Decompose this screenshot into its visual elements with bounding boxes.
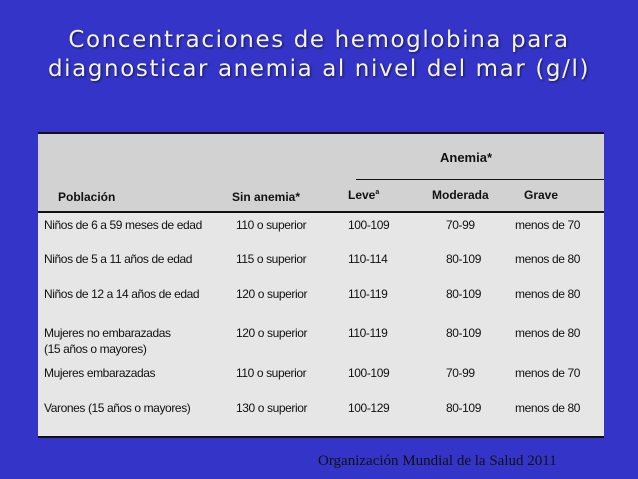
row-sin-anemia: 110 o superior xyxy=(236,218,307,232)
row-poblacion: Niños de 5 a 11 años de edad xyxy=(44,252,193,266)
row-leve: 100-129 xyxy=(348,401,390,415)
header-moderada: Moderada xyxy=(432,188,489,202)
row-grave: menos de 70 xyxy=(515,218,580,232)
row-poblacion: Niños de 6 a 59 meses de edad xyxy=(44,218,202,232)
row-moderada: 80-109 xyxy=(446,252,481,266)
row-moderada: 80-109 xyxy=(446,326,481,340)
row-poblacion: Mujeres embarazadas xyxy=(44,366,156,380)
row-poblacion-detail: (15 años o mayores) xyxy=(44,342,147,356)
header-grave: Grave xyxy=(524,188,559,202)
hemoglobin-table xyxy=(38,132,604,438)
header-leve xyxy=(348,188,379,202)
row-poblacion: Niños de 12 a 14 años de edad xyxy=(44,287,200,301)
header-leve-footnote: a xyxy=(375,189,380,196)
header-poblacion: Población xyxy=(58,190,116,204)
row-grave: menos de 80 xyxy=(515,252,580,266)
title-line-1: Concentraciones de hemoglobina para xyxy=(68,27,570,53)
row-moderada: 80-109 xyxy=(446,287,481,301)
row-moderada: 70-99 xyxy=(446,366,475,380)
row-leve: 100-109 xyxy=(348,366,390,380)
row-sin-anemia: 110 o superior xyxy=(236,366,307,380)
row-sin-anemia: 115 o superior xyxy=(236,252,307,266)
row-grave: menos de 80 xyxy=(515,326,580,340)
header-anemia-group: Anemia* xyxy=(440,150,493,165)
header-leve-label: Leve xyxy=(348,188,376,202)
row-leve: 110-119 xyxy=(348,287,388,301)
row-sin-anemia: 130 o superior xyxy=(236,401,308,415)
row-grave: menos de 80 xyxy=(515,401,580,415)
row-moderada: 80-109 xyxy=(446,401,481,415)
row-sin-anemia: 120 o superior xyxy=(236,287,308,301)
slide-title xyxy=(0,26,638,84)
row-grave: menos de 70 xyxy=(515,366,580,380)
row-grave: menos de 80 xyxy=(515,287,580,301)
row-leve: 100-109 xyxy=(348,218,390,232)
row-moderada: 70-99 xyxy=(446,218,475,232)
source-citation: Organización Mundial de la Salud 2011 xyxy=(318,453,557,469)
row-leve: 110-119 xyxy=(348,326,388,340)
row-leve: 110-114 xyxy=(348,252,388,266)
title-line-2: diagnosticar anemia al nivel del mar (g/l) xyxy=(47,56,591,82)
header-divider xyxy=(38,211,604,213)
row-sin-anemia: 120 o superior xyxy=(236,326,308,340)
table-header-band xyxy=(38,134,604,211)
row-poblacion: Varones (15 años o mayores) xyxy=(44,401,191,415)
anemia-group-rule xyxy=(356,179,604,180)
row-poblacion: Mujeres no embarazadas xyxy=(44,326,171,340)
header-sin-anemia: Sin anemia* xyxy=(232,190,301,204)
